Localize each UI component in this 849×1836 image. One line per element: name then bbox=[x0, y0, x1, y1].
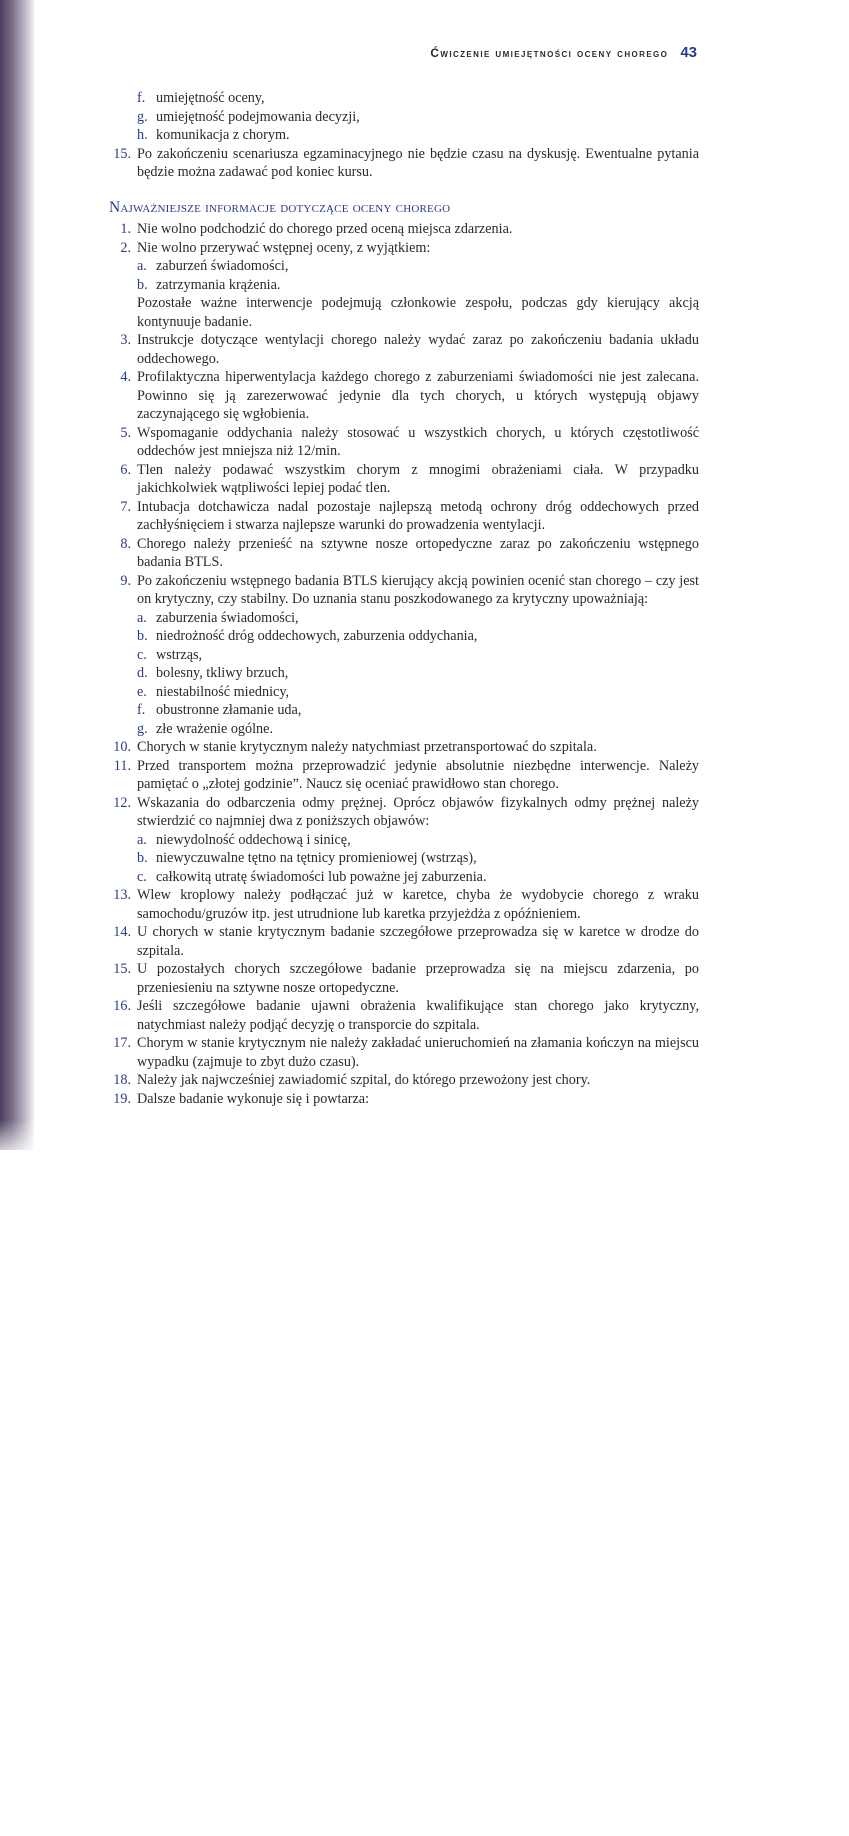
sub-letter: f. bbox=[137, 702, 146, 718]
list-item-row bbox=[105, 424, 699, 461]
list-item-row bbox=[105, 498, 699, 535]
sub-item bbox=[105, 89, 699, 108]
item-text: U pozostałych chorych szczegółowe badanie przeprowadza się na miejscu zdarzenia, po przeniesieniu na sztywne nosze ortopedyczne. bbox=[137, 961, 699, 996]
item-continuation: Pozostałe ważne interwencje podejmują członkowie zespołu, podczas gdy kierujący akcją kontynuuje badanie. bbox=[137, 295, 699, 330]
item-text: Po zakończeniu wstępnego badania BTLS kierujący akcją powinien ocenić stan chorego – czy jest on krytyczny, czy stabilny. Do uznania stanu poszkodowanego za krytyczny upoważniają: bbox=[137, 572, 699, 607]
page-number: 43 bbox=[680, 44, 697, 61]
list-item bbox=[105, 535, 699, 572]
sub-text: zatrzymania krążenia. bbox=[156, 276, 281, 293]
list-item bbox=[105, 997, 699, 1034]
item-number: 14. bbox=[113, 924, 131, 940]
list-item-row bbox=[105, 738, 699, 757]
list-item-row bbox=[105, 794, 699, 831]
sub-letter: g. bbox=[137, 720, 148, 737]
sub-letter: f. bbox=[137, 90, 146, 106]
section-heading: Najważniejsze informacje dotyczące oceny chorego bbox=[109, 198, 451, 216]
sub-text: złe wrażenie ogólne. bbox=[156, 720, 273, 737]
list-item-row bbox=[105, 923, 699, 960]
item-text: Chorym w stanie krytycznym nie należy zakładać unieruchomień na złamania kończyn na miejscu wypadku (zajmuje to zbyt dużo czasu). bbox=[137, 1035, 699, 1070]
list-item bbox=[105, 923, 699, 960]
sub-item bbox=[105, 664, 699, 683]
list-item bbox=[105, 220, 699, 239]
item-text: Chorego należy przenieść na sztywne nosze ortopedyczne zaraz po zakończeniu wstępnego badania BTLS. bbox=[137, 535, 699, 570]
sub-letter: e. bbox=[137, 683, 147, 700]
sub-item bbox=[105, 627, 699, 646]
sub-letter: a. bbox=[137, 831, 147, 848]
sub-text: zaburzeń świadomości, bbox=[156, 258, 289, 274]
item-text: Wspomaganie oddychania należy stosować u wszystkich chorych, u których częstotliwość oddechów jest mniejsza niż 12/min. bbox=[137, 424, 699, 459]
list-item bbox=[105, 145, 699, 182]
list-item-row bbox=[105, 1090, 699, 1109]
sub-text: bolesny, tkliwy brzuch, bbox=[156, 665, 289, 681]
item-number: 13. bbox=[113, 887, 131, 903]
sub-item bbox=[105, 720, 699, 739]
list-item-row bbox=[105, 886, 699, 923]
running-header bbox=[430, 44, 697, 61]
list-item-row bbox=[105, 997, 699, 1034]
item-text: Po zakończeniu scenariusza egzaminacyjnego nie będzie czasu na dyskusję. Ewentualne pytania będzie można zadawać pod koniec kursu. bbox=[137, 145, 699, 180]
sub-letter: g. bbox=[137, 108, 148, 125]
list-item bbox=[105, 368, 699, 424]
list-item-row bbox=[105, 572, 699, 609]
sub-item bbox=[105, 701, 699, 720]
sub-text: niedrożność dróg oddechowych, zaburzenia oddychania, bbox=[156, 628, 478, 644]
sub-item bbox=[105, 276, 699, 295]
item-number: 19. bbox=[113, 1090, 131, 1107]
sub-text: wstrząs, bbox=[156, 646, 203, 663]
list-item bbox=[105, 1034, 699, 1071]
list-item-row bbox=[105, 461, 699, 498]
item-text: Tlen należy podawać wszystkim chorym z mnogimi obrażeniami ciała. W przypadku jakichkolwiek wątpliwości lepiej podać tlen. bbox=[137, 461, 699, 496]
item-number: 2. bbox=[120, 239, 131, 256]
sub-item bbox=[105, 609, 699, 628]
numbered-list bbox=[105, 220, 699, 1108]
item-text: Przed transportem można przeprowadzić jedynie absolutnie niezbędne interwencje. Należy pamiętać o „złotej godzinie”. Naucz się oceniać prawidłowo stan chorego. bbox=[137, 757, 699, 792]
list-item bbox=[105, 757, 699, 794]
sub-text: niewyczuwalne tętno na tętnicy promieniowej (wstrząs), bbox=[156, 850, 477, 866]
item-number: 4. bbox=[120, 369, 131, 385]
list-item bbox=[105, 794, 699, 887]
sub-letter: a. bbox=[137, 609, 147, 626]
item-number: 9. bbox=[120, 572, 131, 589]
item-number: 6. bbox=[120, 461, 131, 478]
item-number: 3. bbox=[120, 332, 131, 348]
list-item bbox=[105, 461, 699, 498]
list-item-row bbox=[105, 757, 699, 794]
item-number: 10. bbox=[113, 739, 131, 755]
top-sub-list bbox=[105, 89, 699, 145]
list-item bbox=[105, 960, 699, 997]
list-item bbox=[105, 424, 699, 461]
sub-text: całkowitą utratę świadomości lub poważne jej zaburzenia. bbox=[156, 868, 487, 885]
sub-text: zaburzenia świadomości, bbox=[156, 609, 299, 626]
item-number: 15. bbox=[113, 961, 131, 977]
list-item bbox=[105, 572, 699, 739]
item-text: Jeśli szczegółowe badanie ujawni obrażenia kwalifikujące stan chorego jako krytyczny, natychmiast należy podjąć decyzję o transporcie do szpitala. bbox=[137, 998, 699, 1033]
sub-letter: d. bbox=[137, 665, 148, 681]
list-item-row bbox=[105, 1071, 699, 1090]
sub-item bbox=[105, 868, 699, 887]
sub-item bbox=[105, 126, 699, 145]
item-text: Należy jak najwcześniej zawiadomić szpital, do którego przewożony jest chory. bbox=[137, 1072, 591, 1088]
sub-letter: b. bbox=[137, 276, 148, 293]
item-text: Wskazania do odbarczenia odmy prężnej. Oprócz objawów fizykalnych odmy prężnej należy stwierdzić co najmniej dwa z poniższych objawów: bbox=[137, 794, 699, 829]
sub-text: umiejętność podejmowania decyzji, bbox=[156, 108, 360, 125]
list-item-row bbox=[105, 239, 699, 258]
item-text: Intubacja dotchawicza nadal pozostaje najlepszą metodą ochrony dróg oddechowych przed zachłyśnięciem i stwarza najlepsze warunki do prowadzenia wentylacji. bbox=[137, 498, 699, 533]
item-number: 18. bbox=[113, 1072, 131, 1088]
item-text: Profilaktyczna hiperwentylacja każdego chorego z zaburzeniami świadomości nie jest zalecana. Powinno się ją zarezerwować jedynie dla tych chorych, u których występują objawy zaczynającego się wgłobienia. bbox=[137, 369, 699, 422]
list-item-row bbox=[105, 368, 699, 424]
item-number: 17. bbox=[113, 1035, 131, 1051]
sub-letter: b. bbox=[137, 628, 148, 644]
sub-letter: b. bbox=[137, 850, 148, 866]
sub-item bbox=[105, 831, 699, 850]
list-item-row bbox=[105, 331, 699, 368]
item-number: 11. bbox=[113, 757, 131, 774]
item-text: Nie wolno przerywać wstępnej oceny, z wyjątkiem: bbox=[137, 239, 431, 256]
list-item-row bbox=[105, 220, 699, 239]
sub-text: komunikacja z chorym. bbox=[156, 127, 290, 143]
page-content bbox=[105, 89, 699, 1108]
list-item bbox=[105, 886, 699, 923]
item-number: 5. bbox=[120, 424, 131, 441]
sub-letter: h. bbox=[137, 127, 148, 143]
sub-letter: c. bbox=[137, 868, 147, 885]
item-text: Chorych w stanie krytycznym należy natychmiast przetransportować do szpitala. bbox=[137, 739, 597, 755]
list-item bbox=[105, 331, 699, 368]
item-number: 16. bbox=[113, 998, 131, 1014]
item-number: 8. bbox=[120, 535, 131, 552]
sub-letter: a. bbox=[137, 258, 147, 274]
sub-item bbox=[105, 108, 699, 127]
list-item-row bbox=[105, 535, 699, 572]
sub-item bbox=[105, 257, 699, 276]
item-number: 15. bbox=[113, 145, 131, 162]
sub-text: niestabilność miednicy, bbox=[156, 683, 290, 700]
list-item bbox=[105, 1090, 699, 1109]
sub-item bbox=[105, 849, 699, 868]
sub-text: umiejętność oceny, bbox=[156, 90, 265, 106]
item-text: Instrukcje dotyczące wentylacji chorego należy wydać zaraz po zakończeniu badania układu oddechowego. bbox=[137, 332, 699, 367]
sub-item bbox=[105, 646, 699, 665]
item-text: Wlew kroplowy należy podłączać już w karetce, chyba że wydobycie chorego z wraku samochodu/gruzów itp. jest utrudnione lub karetka przyjeżdża z opóźnieniem. bbox=[137, 887, 699, 922]
item-text: Nie wolno podchodzić do chorego przed oceną miejsca zdarzenia. bbox=[137, 221, 513, 237]
header-title: Ćwiczenie umiejętności oceny chorego bbox=[430, 46, 669, 60]
sub-item bbox=[105, 683, 699, 702]
list-item bbox=[105, 239, 699, 332]
item-number: 1. bbox=[120, 221, 131, 237]
item-number: 12. bbox=[113, 794, 131, 811]
item-text: U chorych w stanie krytycznym badanie szczegółowe przeprowadza się w karetce w drodze do szpitala. bbox=[137, 924, 699, 959]
list-item-row bbox=[105, 1034, 699, 1071]
sub-letter: c. bbox=[137, 646, 147, 663]
list-item bbox=[105, 498, 699, 535]
item-number: 7. bbox=[120, 498, 131, 515]
item-text: Dalsze badanie wykonuje się i powtarza: bbox=[137, 1090, 370, 1107]
list-item bbox=[105, 738, 699, 757]
sub-text: obustronne złamanie uda, bbox=[156, 702, 302, 718]
list-item-row bbox=[105, 960, 699, 997]
list-item bbox=[105, 1071, 699, 1090]
sub-text: niewydolność oddechową i sinicę, bbox=[156, 831, 351, 848]
